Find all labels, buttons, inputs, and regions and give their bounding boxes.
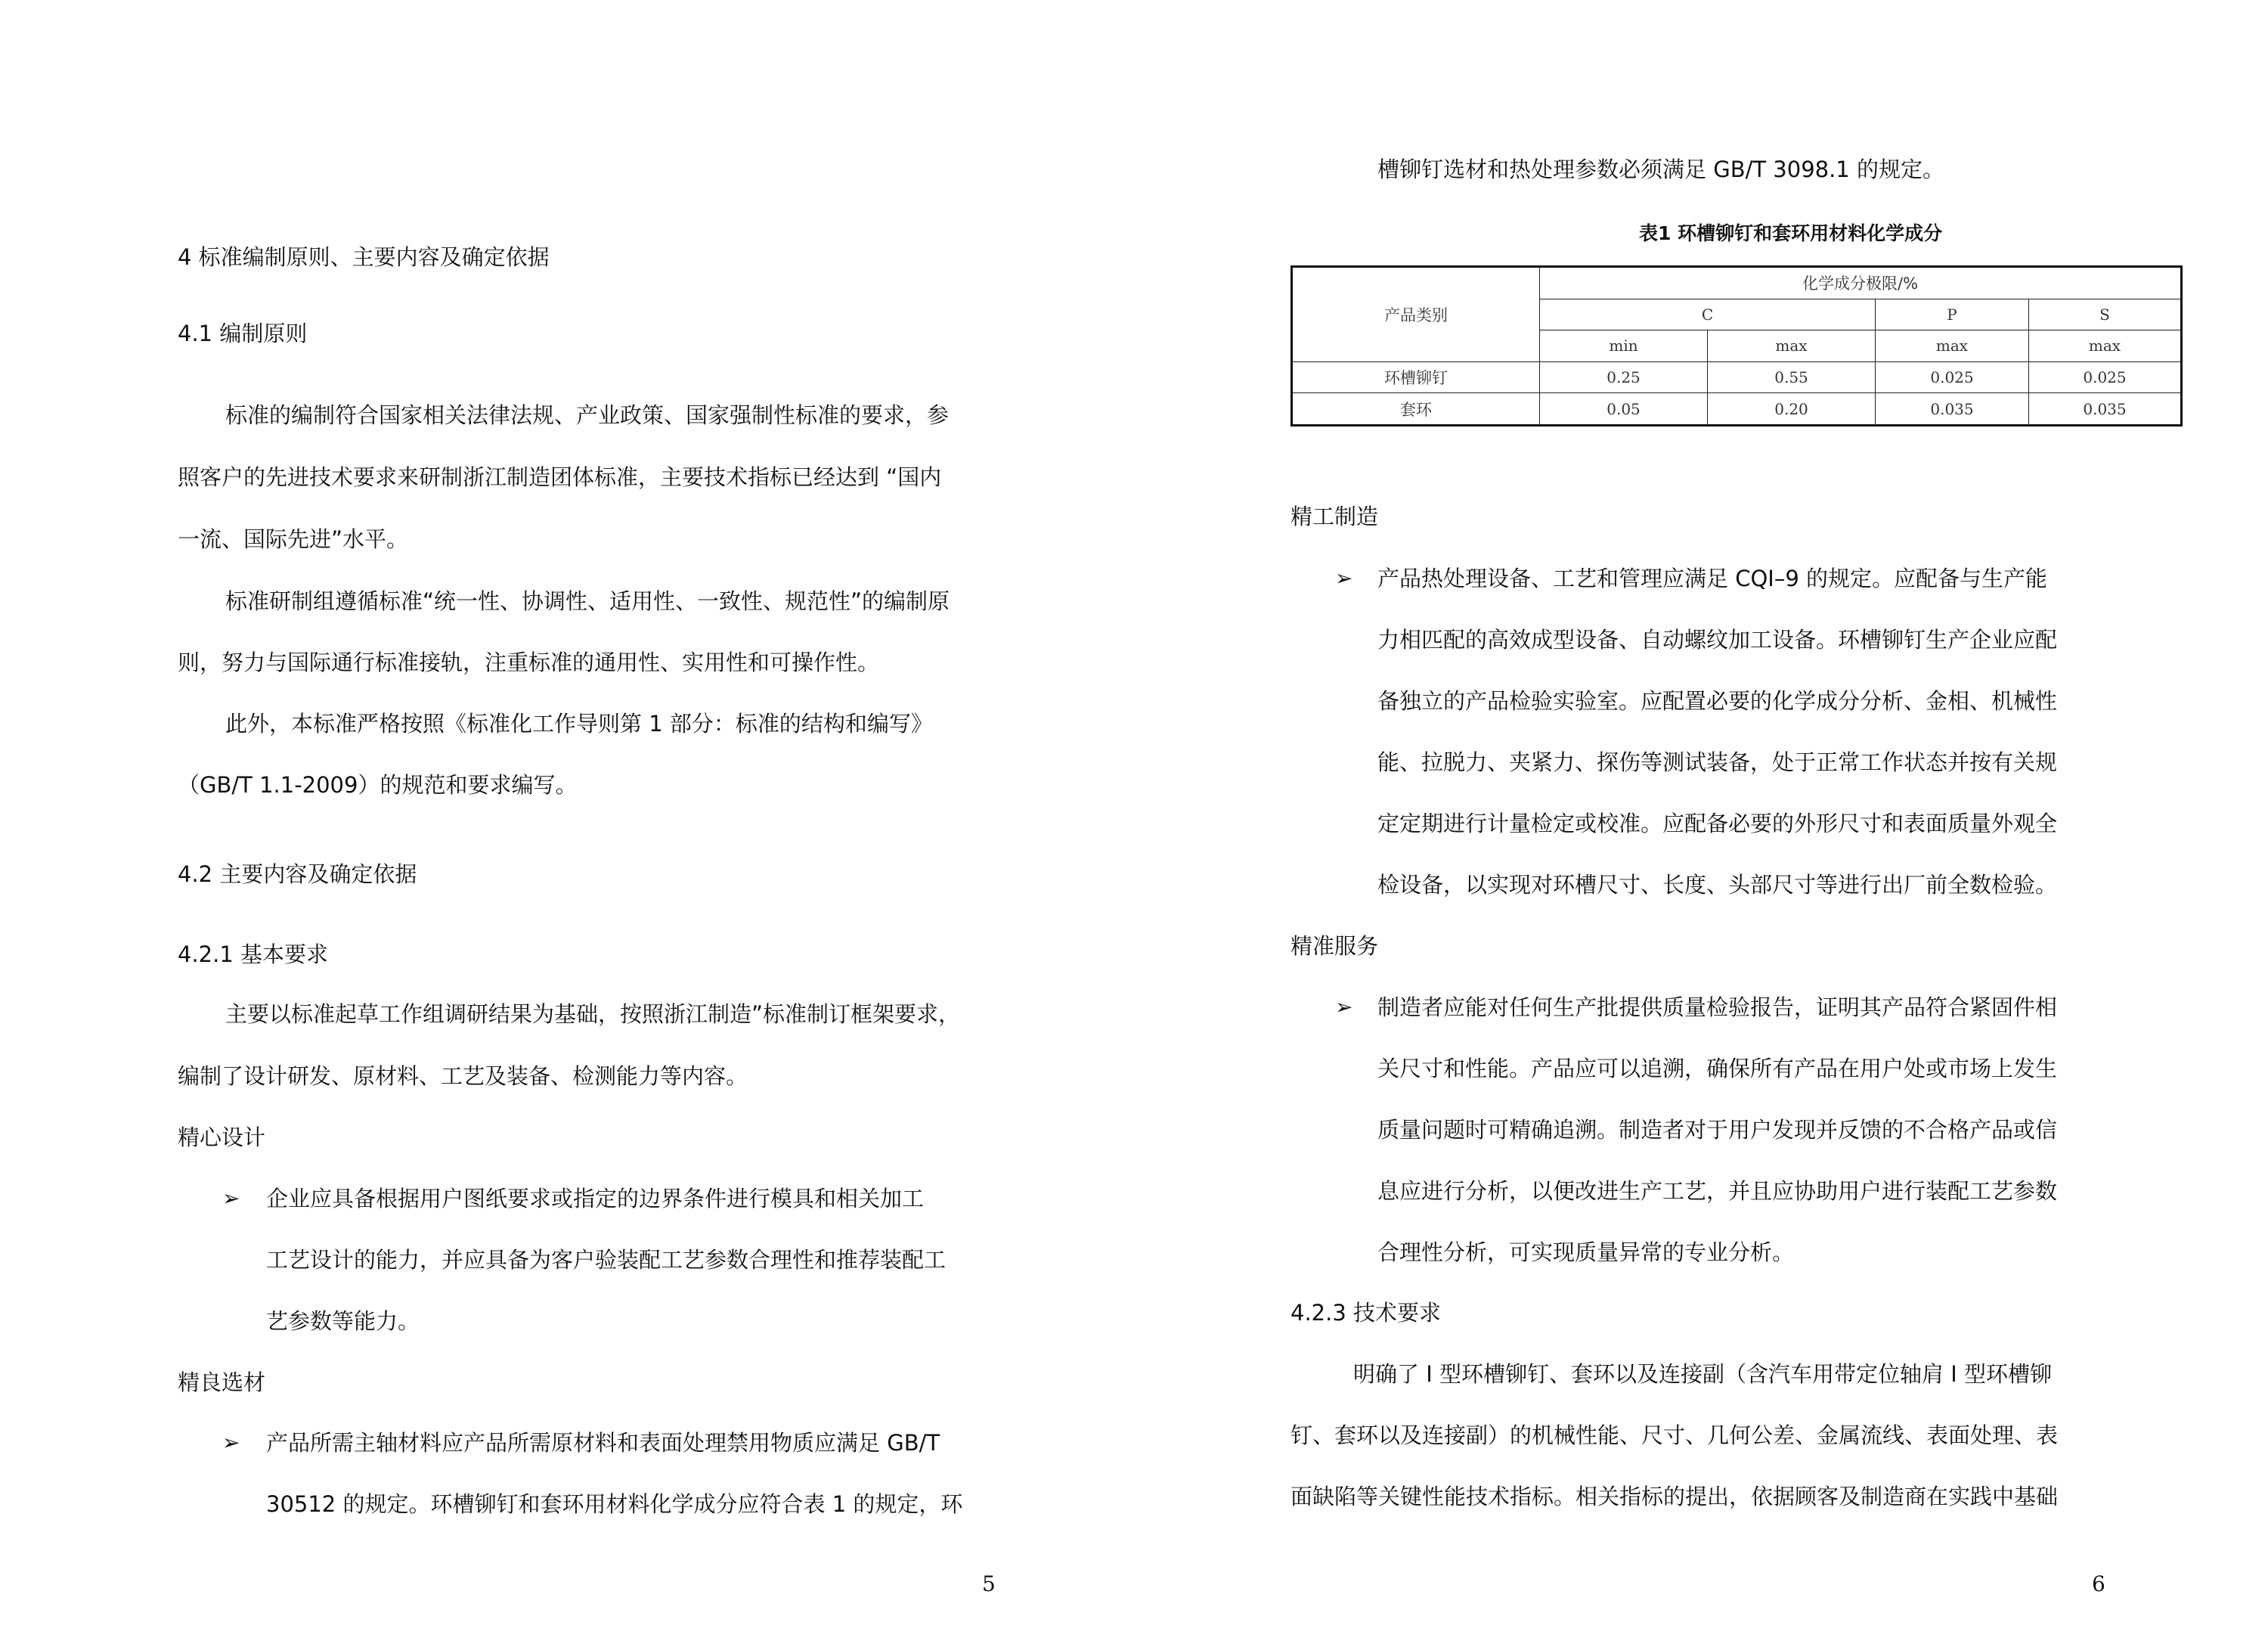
paragraph-line: 槽铆钉选材和热处理参数必须满足 GB/T 3098.1 的规定。 [1377, 157, 1944, 182]
bullet-arrow-icon: ➢ [1335, 566, 1353, 591]
table-cell: 0.05 [1540, 393, 1708, 426]
bullet-line: 产品热处理设备、工艺和管理应满足 CQI–9 的规定。应配备与生产能 [1377, 566, 2048, 591]
paragraph-line: 面缺陷等关键性能技术指标。相关指标的提出，依据顾客及制造商在实践中基础 [1290, 1484, 2059, 1509]
table-row [1292, 393, 2182, 426]
bullet-line: 30512 的规定。环槽铆钉和套环用材料化学成分应符合表 1 的规定，环 [266, 1491, 963, 1517]
table-cell: 0.035 [1876, 393, 2029, 426]
bullet-line: 艺参数等能力。 [266, 1308, 420, 1334]
table-subheader-max: max [1708, 330, 1876, 362]
paragraph-line: 则，努力与国际通行标准接轨，注重标准的通用性、实用性和可操作性。 [178, 650, 880, 675]
paragraph-line: 标准的编制符合国家相关法律法规、产业政策、国家强制性标准的要求，参 [225, 402, 950, 428]
bullet-line: 合理性分析，可实现质量异常的专业分析。 [1377, 1239, 1795, 1265]
bullet-line: 产品所需主轴材料应产品所需原材料和表面处理禁用物质应满足 GB/T [266, 1430, 940, 1456]
table-header-p: P [1876, 299, 2029, 330]
bullet-line: 关尺寸和性能。产品应可以追溯，确保所有产品在用户处或市场上发生 [1377, 1056, 2058, 1081]
section-4-2-3-title: 4.2.3 技术要求 [1290, 1300, 1442, 1326]
table-cell: 0.20 [1708, 393, 1876, 426]
chemical-composition-table [1290, 265, 2183, 427]
bullet-line: 工艺设计的能力，并应具备为客户验装配工艺参数合理性和推荐装配工 [266, 1247, 947, 1273]
table-subheader-max: max [2029, 330, 2182, 362]
table-cell: 0.55 [1708, 361, 1876, 393]
bullet-line: 备独立的产品检验实验室。应配置必要的化学成分分析、金相、机械性 [1377, 688, 2058, 714]
paragraph-line: 标准研制组遵循标准“统一性、协调性、适用性、一致性、规范性”的编制原 [225, 588, 950, 614]
bullet-line: 检设备，以实现对环槽尺寸、长度、头部尺寸等进行出厂前全数检验。 [1377, 872, 2058, 898]
table-header-product: 产品类别 [1292, 267, 1540, 362]
table-caption: 表1 环槽铆钉和套环用材料化学成分 [1639, 222, 1943, 244]
bullet-line: 定定期进行计量检定或校准。应配备必要的外形尺寸和表面质量外观全 [1377, 811, 2058, 836]
bullet-line: 能、拉脱力、夹紧力、探伤等测试装备，处于正常工作状态并按有关规 [1377, 749, 2058, 775]
table-row [1292, 361, 2182, 393]
table-cell: 0.035 [2029, 393, 2182, 426]
bullet-arrow-icon: ➢ [222, 1186, 240, 1211]
table-header-s: S [2029, 299, 2182, 330]
bullet-line: 息应进行分析，以便改进生产工艺，并且应协助用户进行装配工艺参数 [1377, 1178, 2058, 1204]
paragraph-line: 此外，本标准严格按照《标准化工作导则第 1 部分：标准的结构和编写》 [225, 711, 933, 737]
table-cell-product: 环槽铆钉 [1292, 361, 1540, 393]
bullet-line: 制造者应能对任何生产批提供质量检验报告，证明其产品符合紧固件相 [1377, 994, 2058, 1020]
section-4-title: 4 标准编制原则、主要内容及确定依据 [178, 244, 550, 270]
bullet-line: 质量问题时可精确追溯。制造者对于用户发现并反馈的不合格产品或信 [1377, 1117, 2058, 1143]
subheading-material: 精良选材 [178, 1369, 266, 1395]
table-cell: 0.25 [1540, 361, 1708, 393]
table-subheader-min: min [1540, 330, 1708, 362]
paragraph-line: 主要以标准起草工作组调研结果为基础，按照浙江制造”标准制订框架要求， [225, 1001, 961, 1027]
section-4-2-1-title: 4.2.1 基本要求 [178, 941, 329, 967]
table-cell: 0.025 [2029, 361, 2182, 393]
table-header-c: C [1540, 299, 1876, 330]
bullet-line: 企业应具备根据用户图纸要求或指定的边界条件进行模具和相关加工 [266, 1186, 925, 1211]
page-number: 5 [982, 1571, 996, 1596]
bullet-arrow-icon: ➢ [222, 1430, 240, 1455]
bullet-arrow-icon: ➢ [1335, 994, 1353, 1019]
bullet-line: 力相匹配的高效成型设备、自动螺纹加工设备。环槽铆钉生产企业应配 [1377, 627, 2058, 653]
paragraph-line: 编制了设计研发、原材料、工艺及装备、检测能力等内容。 [178, 1063, 748, 1089]
paragraph-line: （GB/T 1.1-2009）的规范和要求编写。 [178, 772, 578, 798]
paragraph-line: 明确了 Ⅰ 型环槽铆钉、套环以及连接副（含汽车用带定位轴肩 Ⅰ 型环槽铆 [1353, 1361, 2052, 1387]
paragraph-line: 钉、套环以及连接副）的机械性能、尺寸、几何公差、金属流线、表面处理、表 [1290, 1422, 2059, 1448]
table-cell: 0.025 [1876, 361, 2029, 393]
subheading-design: 精心设计 [178, 1124, 266, 1150]
subheading-manufacture: 精工制造 [1290, 504, 1379, 529]
paragraph-line: 一流、国际先进”水平。 [178, 526, 409, 552]
right-page [1134, 0, 2268, 1644]
paragraph-line: 照客户的先进技术要求来研制浙江制造团体标准，主要技术指标已经达到 “国内 [178, 464, 942, 490]
table-header-group: 化学成分极限/% [1540, 267, 2182, 299]
table-subheader-max: max [1876, 330, 2029, 362]
subheading-service: 精准服务 [1290, 933, 1379, 959]
page-number: 6 [2092, 1571, 2105, 1596]
table-cell-product: 套环 [1292, 393, 1540, 426]
section-4-1-title: 4.1 编制原则 [178, 321, 308, 346]
section-4-2-title: 4.2 主要内容及确定依据 [178, 861, 417, 887]
